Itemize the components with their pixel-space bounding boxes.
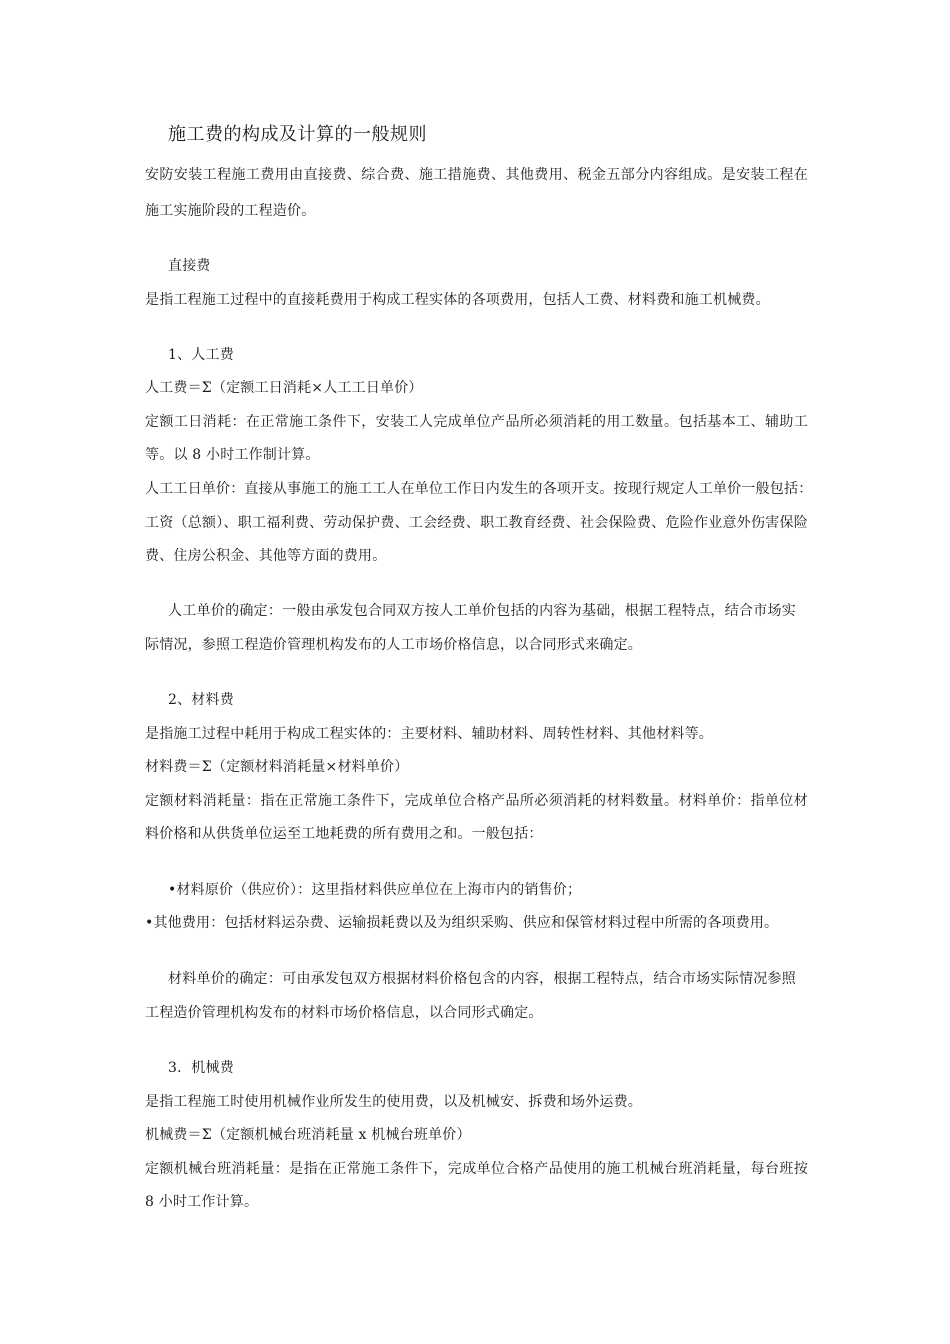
document-title: 施工费的构成及计算的一般规则 xyxy=(168,124,427,145)
material-bullet-2: •其他费用：包括材料运杂费、运输损耗费以及为组织采购、供应和保管材料过程中所需的各项费用。 xyxy=(145,915,779,931)
material-quota-line-1: 定额材料消耗量：指在正常施工条件下，完成单位合格产品所必须消耗的材料数量。材料单价：指单位材 xyxy=(145,793,808,809)
intro-line-2: 施工实施阶段的工程造价。 xyxy=(145,203,316,219)
machinery-desc: 是指工程施工时使用机械作业所发生的使用费，以及机械安、拆费和场外运费。 xyxy=(145,1094,642,1110)
machinery-quota-line-2: 8 小时工作计算。 xyxy=(145,1194,259,1210)
material-desc: 是指施工过程中耗用于构成工程实体的：主要材料、辅助材料、周转性材料、其他材料等。 xyxy=(145,726,713,742)
material-determination-line-2: 工程造价管理机构发布的材料市场价格信息，以合同形式确定。 xyxy=(145,1005,543,1021)
labor-quota-line-2: 等。以 8 小时工作制计算。 xyxy=(145,447,320,463)
machinery-quota-line-1: 定额机械台班消耗量：是指在正常施工条件下，完成单位合格产品使用的施工机械台班消耗量，每台班按 xyxy=(145,1161,808,1177)
direct-cost-desc: 是指工程施工过程中的直接耗费用于构成工程实体的各项费用，包括人工费、材料费和施工机械费。 xyxy=(145,292,770,308)
material-heading: 2、材料费 xyxy=(168,692,234,708)
labor-unit-price-line-2: 工资（总额）、职工福利费、劳动保护费、工会经费、职工教育经费、社会保险费、危险作业意外伤害保险 xyxy=(145,515,808,531)
material-formula: 材料费＝Σ（定额材料消耗量×材料单价） xyxy=(145,759,409,775)
labor-determination-line-2: 际情况，参照工程造价管理机构发布的人工市场价格信息，以合同形式来确定。 xyxy=(145,637,642,653)
machinery-formula: 机械费＝Σ（定额机械台班消耗量 x 机械台班单价） xyxy=(145,1127,471,1143)
material-determination-line-1: 材料单价的确定：可由承发包双方根据材料价格包含的内容，根据工程特点，结合市场实际情况参照 xyxy=(168,971,796,987)
labor-quota-line-1: 定额工日消耗：在正常施工条件下，安装工人完成单位产品所必须消耗的用工数量。包括基本工、辅助工 xyxy=(145,414,808,430)
labor-unit-price-line-1: 人工工日单价：直接从事施工的施工工人在单位工作日内发生的各项开支。按现行规定人工单价一般包括： xyxy=(145,481,813,497)
intro-line-1: 安防安装工程施工费用由直接费、综合费、施工措施费、其他费用、税金五部分内容组成。是安装工程在 xyxy=(145,167,808,183)
direct-cost-heading: 直接费 xyxy=(168,258,211,274)
material-bullet-1: •材料原价（供应价）：这里指材料供应单位在上海市内的销售价； xyxy=(168,882,582,898)
material-quota-line-2: 料价格和从供货单位运至工地耗费的所有费用之和。一般包括： xyxy=(145,826,543,842)
labor-unit-price-line-3: 费、住房公积金、其他等方面的费用。 xyxy=(145,548,387,564)
labor-heading: 1、人工费 xyxy=(168,347,234,363)
machinery-heading: 3．机械费 xyxy=(168,1060,234,1076)
labor-formula: 人工费＝Σ（定额工日消耗×人工工日单价） xyxy=(145,380,423,396)
labor-determination-line-1: 人工单价的确定：一般由承发包合同双方按人工单价包括的内容为基础，根据工程特点，结合市场实 xyxy=(168,603,796,619)
